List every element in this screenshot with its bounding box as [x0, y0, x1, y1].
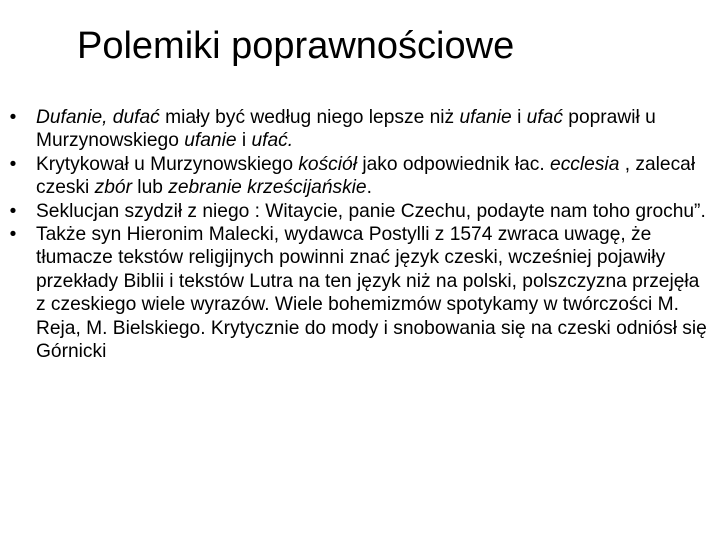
bullet-text: Także syn Hieronim Malecki, wydawca Postylli z 1574 zwraca uwagę, że tłumacze tekstów religijnych powinni znać język czeski, wcześniej pojawiły przekłady Biblii i tekstów Lutra na ten język niż na polski, polszczyzna przejęła z czeskiego wiele wyrazów. Wiele bohemizmów spotykamy w twórczości M. Reja, M. Bielskiego. Krytycznie do mody i snobowania się na czeski odniósł się Górnicki	[36, 224, 707, 363]
bullet-item	[0, 223, 720, 363]
bullet-text: Krytykował u Murzynowskiego	[36, 153, 299, 175]
bullet-text: jako odpowiednik łac.	[356, 153, 551, 175]
slide-title: Polemiki poprawnościowe	[77, 25, 515, 67]
italic-term: ufanie	[184, 130, 237, 152]
bullet-text: i	[511, 107, 527, 128]
bullet-text: i	[236, 130, 252, 152]
bullet-dot-icon: •	[9, 153, 17, 175]
bullet-dot-icon: •	[9, 200, 17, 222]
italic-term: ufać	[526, 107, 563, 128]
bullet-item	[0, 200, 720, 223]
bullet-list	[0, 106, 720, 363]
italic-term: ecclesia	[550, 153, 620, 175]
italic-term: zebranie krześcijańskie	[168, 177, 367, 199]
bullet-text: miały być według niego lepsze niż	[159, 107, 460, 128]
italic-term: Dufanie, dufać	[36, 107, 160, 128]
italic-term: kościół	[298, 153, 357, 175]
bullet-item	[0, 153, 720, 200]
italic-term: ufanie	[459, 107, 512, 128]
bullet-text: , zalecał czeski	[36, 153, 696, 199]
bullet-text: .	[366, 177, 372, 199]
bullet-text: Seklucjan szydził z niego : Witaycie, panie Czechu, podayte nam toho grochu”.	[36, 200, 706, 222]
bullet-text: poprawił u Murzynowskiego	[36, 107, 656, 152]
bullet-dot-icon: •	[9, 224, 17, 246]
bullet-text: lub	[131, 177, 169, 199]
italic-term: zbór	[94, 177, 132, 199]
bullet-item	[0, 106, 720, 153]
bullet-dot-icon: •	[9, 107, 17, 128]
italic-term: ufać.	[251, 130, 294, 152]
